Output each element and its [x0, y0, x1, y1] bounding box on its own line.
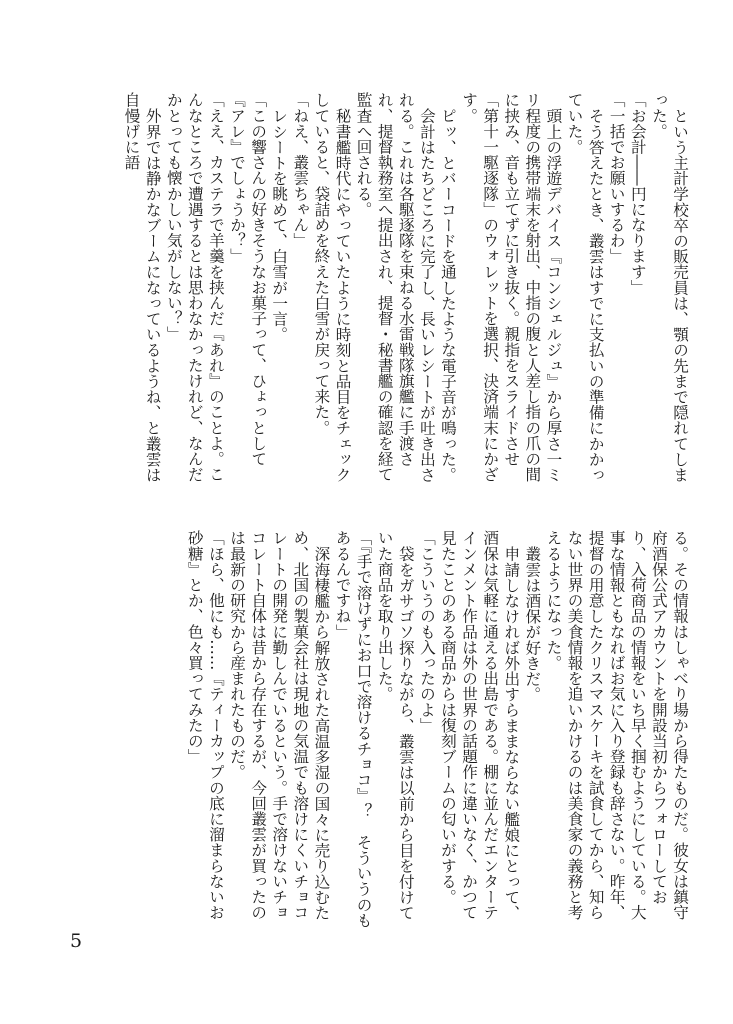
dialogue-paragraph: 「お会計――円になります」 — [628, 92, 647, 295]
dialogue-paragraph: 「ええ、カステラで羊羹を挟んだ『あれ』のことよ。こんなところで遭遇するとは思わなかったけれど、なんだかとっても懐かしい気がしない？」 — [164, 92, 225, 482]
narrative-paragraph: 申請しなければ外出すらままならない艦娘にとって、酒保は気軽に通える出島である。棚に並んだエンターテインメント作品は外の世界の話題作に違いなく、かつて見たことのある商品からは復刻ブームの匂いがする。 — [438, 530, 521, 920]
text-column-top — [90, 92, 690, 490]
dialogue-paragraph: る。その情報はしゃべり場から得たものだ。彼女は鎮守府酒保公式アカウントを開設当初からフォローしており、入荷商品の情報をいち早く掴むようにしている。大事な情報ともなればお気に入り登録も辞さない。昨年、提督の用意したクリスマスケーキを試食してから、知らない世界の美食情報を追いかけるのは美食家の義務と考えるようになった。 — [544, 530, 689, 920]
narrative-paragraph: ピッ、とバーコードを通したような電子音が鳴った。 — [438, 107, 457, 482]
text-column-bottom — [90, 530, 690, 930]
dialogue-paragraph: 「ほら、他にも……『ティーカップの底に溜まらないお砂糖』とか、色々買ってみたの」 — [185, 530, 225, 920]
narrative-paragraph: 頭上の浮遊デバイス『コンシェルジュ』から厚さ一ミリ程度の携帯端末を射出、中指の腹と人差し指の爪の間に挟み、音も立てずに引き抜く。親指をスライドさせ「第十一駆逐隊」のウォレットを選択、決済端末にかざす。 — [460, 92, 563, 482]
narrative-paragraph: 袋をガサゴソ探りながら、叢雲は以前から目を付けていた商品を取り出した。 — [375, 530, 415, 920]
narrative-paragraph: 叢雲は酒保が好きだ。 — [523, 545, 542, 702]
narrative-paragraph: そう答えたとき、叢雲はすでに支払いの準備にかかっていた。 — [565, 92, 605, 482]
dialogue-paragraph: 「『手で溶けずにお口で溶けるチョコ』？ そういうのもあるんですね」 — [333, 530, 373, 928]
dialogue-paragraph: 「ねえ、叢雲ちゃん」 — [291, 92, 310, 248]
narrative-paragraph: という主計学校卒の販売員は、顎の先まで隠れてしまった。 — [649, 92, 689, 482]
narrative-paragraph: 外界では静かなブームになっているようね、と叢雲は自慢げに語 — [122, 92, 162, 482]
dialogue-paragraph: 「こういうのも入ったのよ」 — [417, 530, 436, 733]
narrative-paragraph: 秘書艦時代にやっていたように時刻と品目をチェックしていると、袋詰めを終えた白雪が戻って来た。 — [312, 92, 352, 482]
narrative-paragraph: 会計はたちどころに完了し、長いレシートが吐き出される。これは各駆逐隊を束ねる水雷戦隊旗艦に手渡され、提督執務室へ提出され、提督・秘書艦の確認を経て監査へ回される。 — [354, 92, 436, 482]
narrative-paragraph: 深海棲艦から解放された高温多湿の国々に売り込むため、北国の製菓会社は現地の気温でも溶けにくいチョコレートの開発に勤しんでいるという。手で溶けないチョコレート自体は昔から存在するが、今回叢雲が買ったのは最新の研究から産まれたものだ。 — [228, 530, 331, 920]
dialogue-paragraph: 「この響さんの好きそうなお菓子って、ひょっとして『アレ』でしょうか？」 — [228, 92, 268, 467]
narrative-paragraph: レシートを眺めて、白雪が一言。 — [270, 107, 289, 342]
dialogue-paragraph: 「一括でお願いするわ」 — [607, 92, 626, 264]
page-number: 5 — [70, 930, 83, 952]
